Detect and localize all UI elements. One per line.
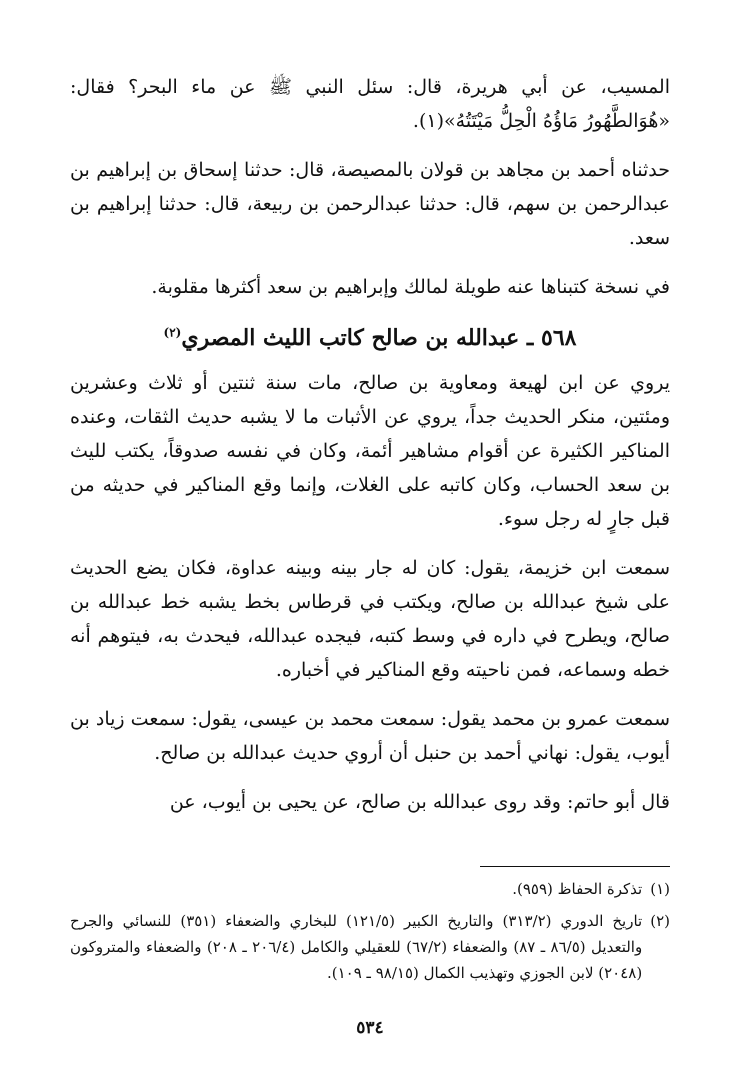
paragraph-text: سمعت ابن خزيمة، يقول: كان له جار بينه وبينه عداوة، فكان يضع الحديث على شيخ عبدالله بن صالح، ويكتب في قرطاس بخط يشبه خط عبدالله بن صالح، ويطرح في داره في وسط كتبه، فيجده عبدالله، فيحدث به، فيتوهم أنه خطه وسماعه، فمن ناحيته وقع المناكير في أخباره. bbox=[70, 557, 670, 681]
paragraph-note bbox=[70, 270, 670, 304]
footnotes bbox=[70, 876, 670, 992]
footnote-separator bbox=[480, 866, 670, 867]
paragraph-text: يروي عن ابن لهيعة ومعاوية بن صالح، مات سنة ثنتين أو ثلاث وعشرين ومئتين، منكر الحديث جداً، يروي عن الأثبات ما لا يشبه حديث الثقات، وعنده المناكير الكثيرة عن أقوام مشاهير أئمة، وكان في نفسه صدوقاً، يكتب لليث بن سعد الحساب، وكان كاتبه على الغلات، وإنما وقع المناكير في حديثه من قبل جارٍ له رجل سوء. bbox=[70, 372, 670, 530]
footnote-item bbox=[70, 876, 670, 902]
entry-heading-text: ٥٦٨ ـ عبدالله بن صالح كاتب الليث المصري bbox=[181, 325, 577, 351]
footnote-text: تاريخ الدوري (٣١٣/٢) والتاريخ الكبير (١٢١/٥) للبخاري والضعفاء (٣٥١) للنسائي والجرح والتعديل (٨٦/٥ ـ ٨٧) والضعفاء (٦٧/٢) للعقيلي والكامل (٢٠٦/٤ ـ ٢٠٨) والضعفاء والمتروكون (٢٠٤٨) لابن الجوزي وتهذيب الكمال (٩٨/١٥ ـ ١٠٩). bbox=[70, 912, 643, 982]
paragraph-ahmad-ibn-hanbal bbox=[70, 702, 670, 770]
paragraph-isnad bbox=[70, 153, 670, 255]
paragraph-abu-hatim bbox=[70, 785, 670, 819]
paragraph-ibn-khuzayma bbox=[70, 551, 670, 687]
paragraph-text: قال أبو حاتم: وقد روى عبدالله بن صالح، عن يحيى بن أيوب، عن bbox=[169, 791, 670, 813]
paragraph-hadith-text bbox=[70, 70, 670, 138]
page-body bbox=[70, 70, 670, 834]
footnote-marker: (٢) bbox=[163, 325, 182, 340]
paragraph-text: حدثناه أحمد بن مجاهد بن قولان بالمصيصة، قال: حدثنا إسحاق بن إبراهيم بن عبدالرحمن بن سهم، قال: حدثنا عبدالرحمن بن ربيعة، قال: حدثنا إبراهيم بن سعد. bbox=[70, 159, 670, 249]
page-number: ٥٣٤ bbox=[356, 1018, 384, 1038]
paragraph-text: سمعت عمرو بن محمد يقول: سمعت محمد بن عيسى، يقول: سمعت زياد بن أيوب، يقول: نهاني أحمد بن حنبل أن أروي حديث عبدالله بن صالح. bbox=[70, 708, 670, 764]
footnote-number: (١) bbox=[650, 880, 670, 898]
paragraph-biography bbox=[70, 366, 670, 536]
footnote-item bbox=[70, 908, 670, 986]
paragraph-text: في نسخة كتبناها عنه طويلة لمالك وإبراهيم بن سعد أكثرها مقلوبة. bbox=[151, 276, 670, 298]
footnote-number: (٢) bbox=[650, 912, 670, 930]
paragraph-text: المسيب، عن أبي هريرة، قال: سئل النبي ﷺ عن ماء البحر؟ فقال: «هُوَالطَّهُورُ مَاؤُهُ الْحِلُّ مَيْتَتُهُ»(١). bbox=[70, 76, 670, 132]
footnote-text: تذكرة الحفاظ (٩٥٩). bbox=[512, 880, 643, 898]
entry-heading bbox=[70, 320, 670, 356]
